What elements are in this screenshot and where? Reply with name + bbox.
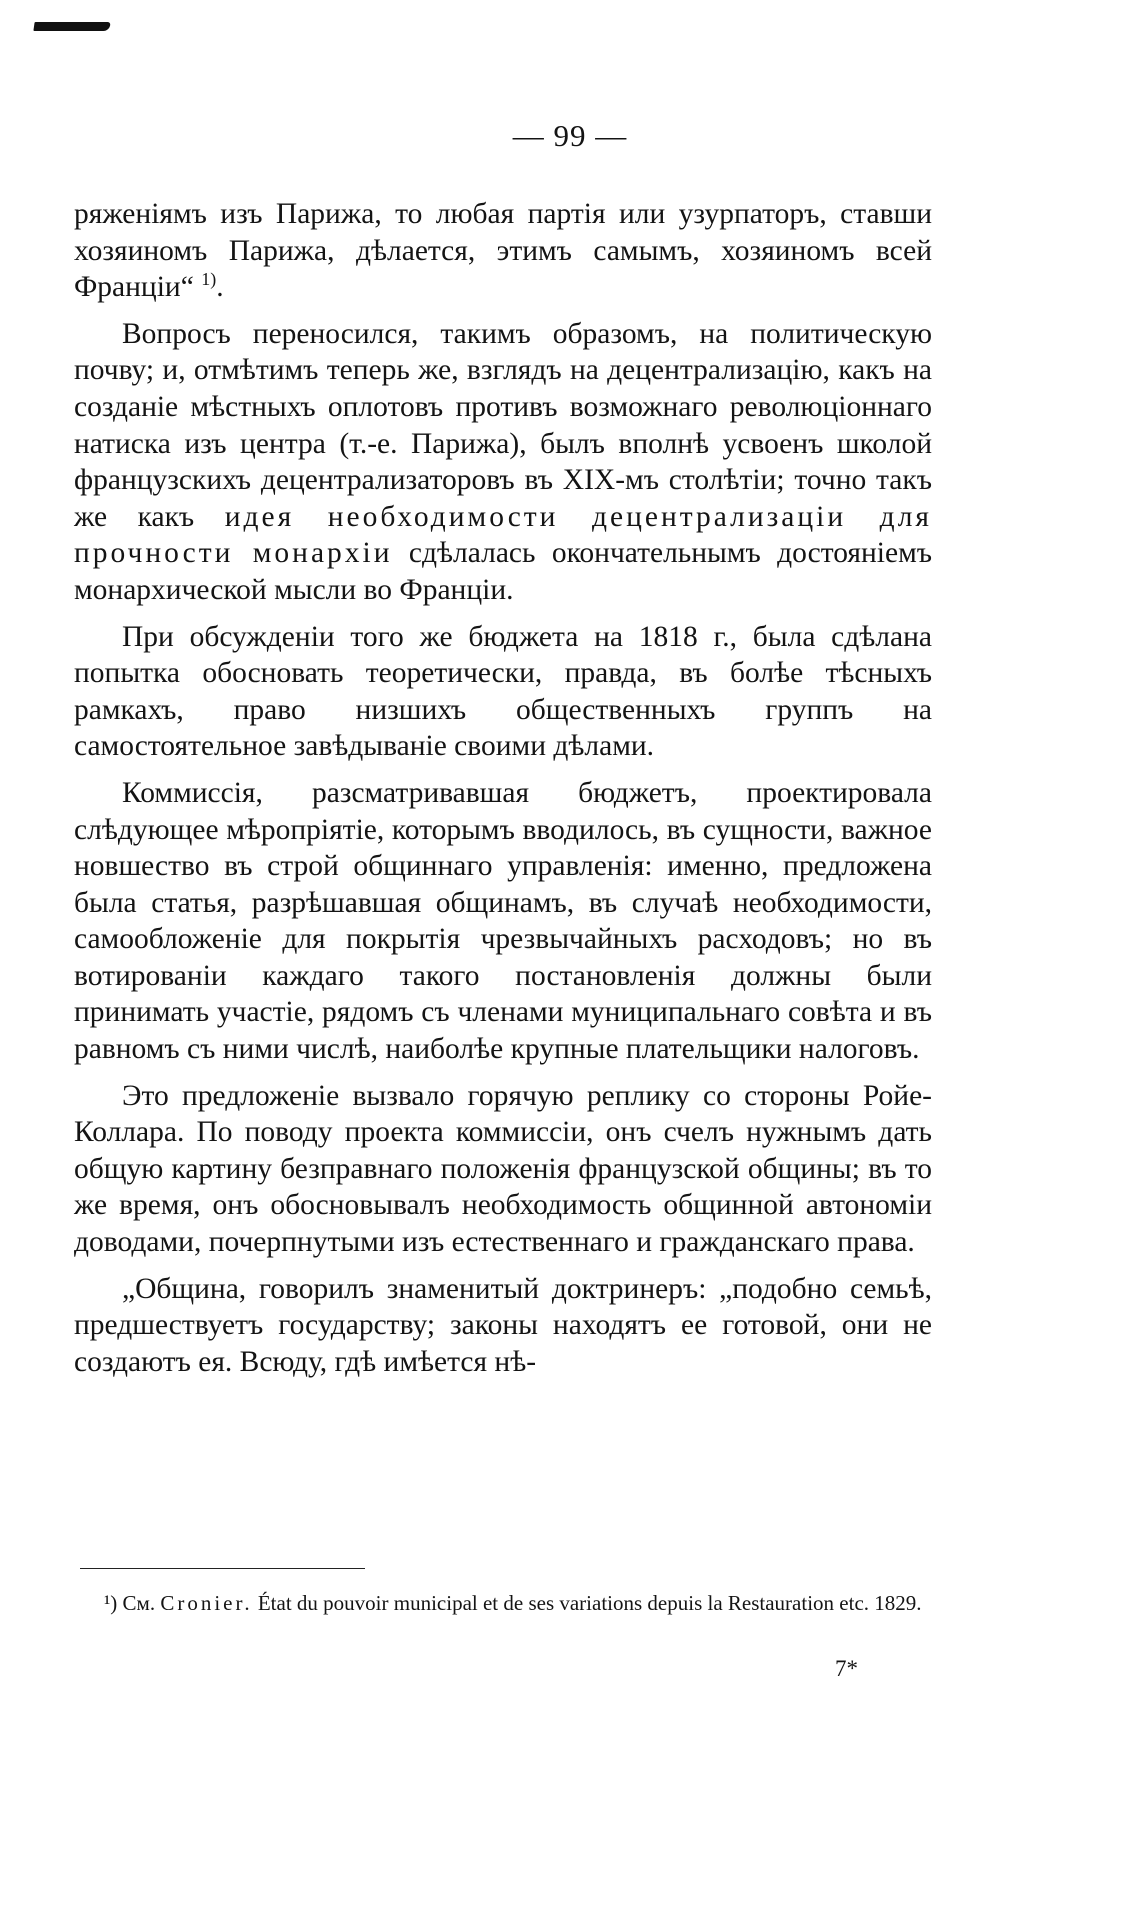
- footnote-author: Cronier.: [160, 1591, 253, 1615]
- footnote-abbr: См.: [122, 1591, 156, 1615]
- paragraph-3: При обсужденіи того же бюджета на 1818 г., была сдѣлана попытка обосновать теоретически, правда, въ болѣе тѣсныхъ рамкахъ, право низшихъ общественныхъ группъ на самостоятельное завѣдываніе своими дѣлами.: [74, 620, 932, 763]
- paragraph-text: сдѣлалась окончательнымъ достояніемъ монархической мысли во Франціи.: [74, 537, 932, 606]
- paragraph-text: ряженіямъ изъ Парижа, то любая партія или узурпаторъ, ставши хозяиномъ Парижа, дѣлается, этимъ самымъ, хозяиномъ всей Франціи“: [74, 198, 932, 304]
- paragraph-1: [74, 196, 932, 306]
- page-number: — 99 —: [512, 118, 628, 153]
- footnote-divider: [80, 1568, 365, 1569]
- paragraph-text: Вопросъ переносился, такимъ образомъ, на политическую почву; и, отмѣтимъ теперь же, взглядъ на децентрализацію, какъ на созданіе мѣстныхъ оплотовъ противъ возможнаго революціоннаго натиска изъ центра (т.-е. Парижа), былъ вполнѣ усвоенъ школой французскихъ децентрализаторовъ въ XIX-мъ столѣтіи; точно такъ же какъ: [74, 317, 932, 533]
- paragraph-4: Коммиссія, разсматривавшая бюджетъ, проектировала слѣдующее мѣропріятіе, которымъ вводилось, въ сущности, важное новшество въ строй общиннаго управленія: именно, предложена была статья, разрѣшавшая общинамъ, въ случаѣ необходимости, самообложеніе для покрытія чрезвычайныхъ расходовъ; но въ вотированіи каждаго такого постановленія должны были принимать участіе, рядомъ съ членами муниципальнаго совѣта и въ равномъ съ ними числѣ, наиболѣе крупные плательщики налоговъ.: [74, 776, 932, 1066]
- main-text: [74, 196, 932, 1390]
- paragraph-6: „Община, говорилъ знаменитый доктринеръ: „подобно семьѣ, предшествуетъ государству; законы находятъ ее готовой, они не создаютъ ея. Всюду, гдѣ имѣется нѣ-: [74, 1272, 932, 1378]
- paragraph-2: [74, 316, 932, 609]
- footnote-text: État du pouvoir municipal et de ses variations depuis la Restauration etc. 1829.: [257, 1591, 922, 1615]
- footnote: [74, 1588, 932, 1618]
- signature-mark: 7*: [835, 1656, 858, 1681]
- footnote-reference: 1): [201, 269, 217, 290]
- footnote-marker: ¹): [104, 1591, 118, 1615]
- ink-blot-mark: [33, 22, 110, 31]
- sentence-end: .: [216, 271, 224, 304]
- spaced-emphasis: идея необходимости децентрализаціи для прочности монархіи: [74, 500, 932, 570]
- paragraph-5: Это предложеніе вызвало горячую реплику со стороны Ройе-Коллара. По поводу проекта коммиссіи, онъ счелъ нужнымъ дать общую картину безправнаго положенія французской общины; въ то же время, онъ обосновывалъ необходимость общинной автономіи доводами, почерпнутыми изъ естественнаго и гражданскаго права.: [74, 1079, 932, 1259]
